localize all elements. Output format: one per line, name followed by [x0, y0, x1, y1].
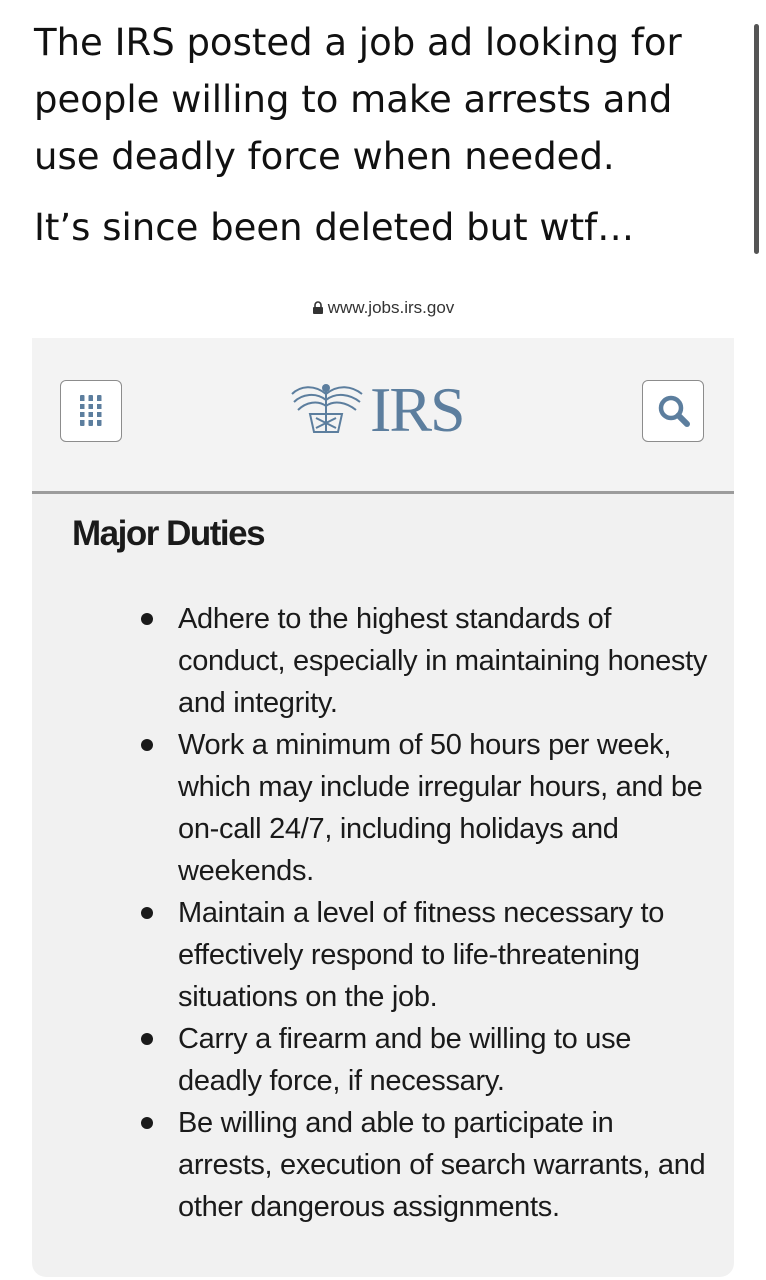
menu-button[interactable] — [60, 380, 122, 442]
attached-screenshot[interactable] — [32, 282, 734, 1277]
duty-text: Be willing and able to participate in arrests, execution of search warrants, and other dangerous assignments. — [178, 1107, 706, 1223]
list-item — [138, 1102, 708, 1228]
url-display — [32, 298, 734, 318]
duty-text: Adhere to the highest standards of conduct, especially in maintaining honesty and integrity. — [178, 603, 708, 719]
bullet-icon — [141, 613, 153, 625]
tweet-text-line1: The IRS posted a job ad looking for people willing to make arrests and use deadly force when needed. — [34, 21, 682, 178]
scrollbar[interactable] — [754, 24, 759, 254]
list-item — [138, 598, 708, 724]
eagle-emblem-icon — [290, 380, 364, 438]
irs-logo[interactable] — [290, 374, 490, 444]
duties-list — [138, 598, 708, 1228]
search-icon — [657, 394, 691, 428]
bullet-icon — [141, 739, 153, 751]
browser-url-bar — [32, 282, 734, 339]
url-text: www.jobs.irs.gov — [327, 298, 455, 317]
logo-text: IRS — [370, 374, 464, 445]
tweet-body — [34, 14, 724, 256]
bullet-icon — [141, 907, 153, 919]
section-title: Major Duties — [72, 514, 265, 553]
bullet-icon — [141, 1033, 153, 1045]
search-button[interactable] — [642, 380, 704, 442]
lock-icon — [312, 301, 324, 314]
site-header — [32, 338, 734, 494]
duty-text: Carry a firearm and be willing to use deadly force, if necessary. — [178, 1023, 632, 1097]
duty-text: Work a minimum of 50 hours per week, which may include irregular hours, and be on-call 24/7, including holidays and weekends. — [178, 729, 703, 887]
list-item — [138, 724, 708, 892]
tweet-text-line2: It’s since been deleted but wtf… — [34, 206, 635, 249]
bullet-icon — [141, 1117, 153, 1129]
hamburger-menu-icon — [76, 394, 106, 427]
list-item — [138, 892, 708, 1018]
duty-text: Maintain a level of fitness necessary to effectively respond to life-threatening situations on the job. — [178, 897, 665, 1013]
list-item — [138, 1018, 708, 1102]
